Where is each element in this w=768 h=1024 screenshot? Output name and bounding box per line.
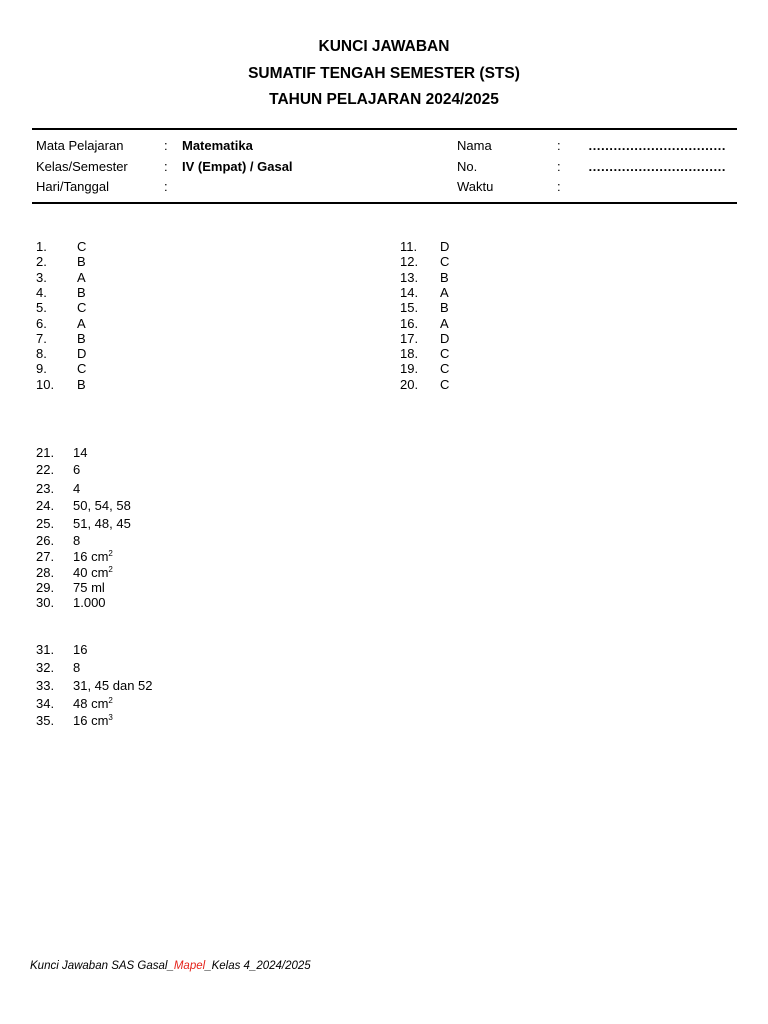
colon: :: [164, 179, 168, 194]
question-number: 18.: [400, 346, 419, 362]
answer-letter: C: [440, 346, 450, 362]
question-number: 20.: [400, 376, 419, 392]
answer-letter: B: [77, 330, 86, 346]
answer-text: [73, 445, 87, 460]
answer-letter: C: [440, 254, 450, 270]
answer-text: [73, 516, 131, 531]
answer-value: 48 cm: [73, 696, 109, 711]
question-number: 11.: [400, 239, 418, 254]
question-number: 24.: [36, 498, 55, 513]
answer-value: 31, 45 dan 52: [73, 678, 153, 693]
footer-note: [30, 960, 311, 972]
answer-letter: D: [440, 239, 450, 254]
kelas-label: Kelas/Semester: [36, 159, 128, 174]
answer-value: 16: [73, 642, 88, 657]
answer-text: [73, 462, 80, 477]
question-number: 17.: [400, 330, 419, 346]
question-number: 8.: [36, 346, 47, 362]
answer-text: [73, 678, 153, 693]
question-number: 25.: [36, 516, 55, 531]
question-number: 32.: [36, 660, 55, 675]
hari-label: Hari/Tanggal: [36, 179, 109, 194]
answer-letter: A: [77, 315, 86, 331]
question-number: 15.: [400, 300, 419, 316]
answer-letter: B: [77, 284, 86, 300]
title-line-1: KUNCI JAWABAN: [318, 38, 450, 55]
footer-prefix: Kunci Jawaban SAS Gasal_: [30, 960, 174, 972]
answer-value: 40 cm: [73, 565, 109, 580]
answer-letter: C: [77, 239, 87, 254]
question-number: 28.: [36, 565, 55, 580]
question-number: 5.: [36, 300, 47, 316]
answer-letter: A: [77, 269, 86, 285]
waktu-label: Waktu: [457, 179, 494, 194]
no-label: No.: [457, 159, 478, 174]
answer-text: [73, 565, 113, 580]
footer-suffix: _Kelas 4_2024/2025: [205, 960, 311, 972]
no-value: ……………………………: [588, 159, 726, 174]
question-number: 27.: [36, 549, 55, 564]
answer-text: [73, 481, 80, 496]
question-number: 33.: [36, 678, 55, 693]
question-number: 30.: [36, 595, 55, 610]
answer-letter: B: [77, 254, 86, 270]
answer-value: 50, 54, 58: [73, 498, 131, 513]
question-number: 13.: [400, 269, 419, 285]
answer-text: [73, 696, 113, 711]
question-number: 19.: [400, 361, 419, 377]
question-number: 31.: [36, 642, 55, 657]
answer-text: [73, 595, 106, 610]
title-line-3: TAHUN PELAJARAN 2024/2025: [269, 91, 499, 108]
question-number: 29.: [36, 580, 55, 595]
mapel-label: Mata Pelajaran: [36, 138, 124, 153]
answer-text: [73, 533, 80, 548]
question-number: 4.: [36, 284, 47, 300]
top-divider: [32, 128, 737, 130]
answer-value: 4: [73, 481, 81, 496]
question-number: 1.: [36, 239, 47, 254]
answer-letter: C: [440, 376, 450, 392]
answer-value: 51, 48, 45: [73, 516, 131, 531]
answer-letter: D: [440, 330, 450, 346]
question-number: 2.: [36, 254, 47, 270]
mapel-value: Matematika: [182, 138, 253, 153]
answer-letter: B: [440, 269, 449, 285]
question-number: 12.: [400, 254, 419, 270]
answer-exponent: 2: [108, 565, 113, 574]
answer-text: [73, 713, 113, 728]
answer-exponent: 2: [108, 549, 113, 558]
colon: :: [557, 138, 561, 153]
question-number: 26.: [36, 533, 55, 548]
question-number: 10.: [36, 376, 55, 392]
colon: :: [557, 179, 561, 194]
nama-label: Nama: [457, 138, 492, 153]
answer-value: 16 cm: [73, 713, 109, 728]
answer-value: 6: [73, 462, 81, 477]
answer-text: [73, 498, 131, 513]
question-number: 9.: [36, 361, 47, 377]
footer-highlight: Mapel: [173, 960, 206, 972]
answer-text: [73, 642, 87, 657]
answer-letter: A: [440, 315, 449, 331]
answer-letter: D: [77, 346, 87, 362]
colon: :: [164, 159, 168, 174]
question-number: 7.: [36, 330, 47, 346]
answer-value: 75 ml: [73, 580, 105, 595]
question-number: 22.: [36, 462, 55, 477]
question-number: 23.: [36, 481, 55, 496]
answer-text: [73, 660, 80, 675]
answer-letter: B: [440, 300, 449, 316]
answer-text: [73, 580, 105, 595]
answer-exponent: 2: [108, 696, 113, 705]
question-number: 35.: [36, 713, 55, 728]
colon: :: [557, 159, 561, 174]
question-number: 34.: [36, 696, 55, 711]
answer-value: 14: [73, 445, 88, 460]
question-number: 16.: [400, 315, 419, 331]
kelas-value: IV (Empat) / Gasal: [182, 159, 293, 174]
answer-letter: B: [77, 376, 86, 392]
question-number: 14.: [400, 284, 419, 300]
answer-text: [73, 549, 113, 564]
answer-value: 16 cm: [73, 549, 109, 564]
answer-letter: C: [77, 300, 87, 316]
nama-value: ……………………………: [588, 138, 726, 153]
bottom-divider: [32, 202, 737, 204]
colon: :: [164, 138, 168, 153]
answer-letter: C: [440, 361, 450, 377]
answer-value: 1.000: [73, 595, 106, 610]
answer-value: 8: [73, 533, 81, 548]
answer-exponent: 3: [108, 713, 113, 722]
question-number: 3.: [36, 269, 47, 285]
answer-letter: A: [440, 284, 449, 300]
answer-value: 8: [73, 660, 81, 675]
question-number: 21.: [36, 445, 55, 460]
answer-letter: C: [77, 361, 87, 377]
question-number: 6.: [36, 315, 47, 331]
title-line-2: SUMATIF TENGAH SEMESTER (STS): [248, 65, 520, 82]
